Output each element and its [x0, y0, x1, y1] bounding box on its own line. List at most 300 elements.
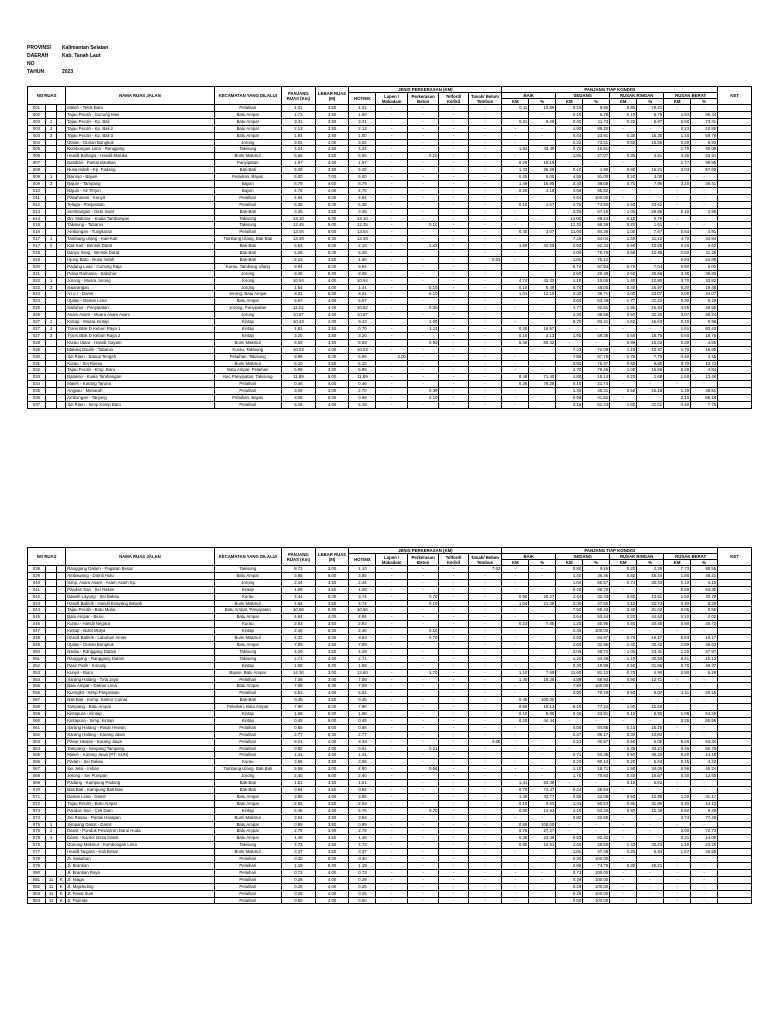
cell-code [57, 222, 66, 229]
cell-sedang-pct: 54.04 [583, 236, 610, 243]
header-kecamatan: KECAMATAN YANG DILALUI [214, 87, 281, 105]
cell-lapen: - [376, 284, 407, 291]
cell-hotmix: 10.87 [349, 312, 376, 319]
cell-kecamatan: Bati-Bati [214, 250, 281, 257]
cell-no: 053 [28, 669, 46, 676]
cell-rb-km: - [664, 890, 691, 897]
meta-label: NO [27, 61, 35, 67]
cell-sedang-pct: 68.93 [583, 676, 610, 683]
cell-lapen: 2.00 [376, 353, 407, 360]
table-row [28, 738, 752, 745]
cell-rb-km: 0.69 [664, 586, 691, 593]
cell-sedang-km: 2.25 [556, 208, 583, 215]
cell-no: 037 [28, 401, 46, 408]
cell-sedang-km: 0.26 [556, 883, 583, 890]
table-row [28, 332, 752, 339]
cell-sub: 2 [45, 180, 56, 187]
cell-telford: - [439, 849, 468, 856]
cell-telford: - [439, 669, 468, 676]
cell-beton: 0.10 [407, 153, 438, 160]
cell-code: K [57, 883, 66, 890]
cell-sedang-pct: - [583, 160, 610, 167]
cell-sedang-km: - [556, 326, 583, 333]
cell-sub: 1 [45, 236, 56, 243]
cell-lebar: 3.00 [315, 676, 349, 683]
cell-sedang-km: - [556, 717, 583, 724]
cell-rr-km: 0.50 [610, 738, 637, 745]
cell-lapen: - [376, 250, 407, 257]
cell-baik-pct: 27.27 [529, 828, 556, 835]
cell-rr-pct: 15.44 [637, 572, 664, 579]
cell-baik-km: - [502, 745, 529, 752]
cell-telford: - [439, 360, 468, 367]
cell-panjang: 4.94 [282, 614, 316, 621]
cell-baik-km: - [502, 724, 529, 731]
cell-beton: - [407, 759, 438, 766]
cell-baik-pct: - [529, 773, 556, 780]
cell-lebar: 4.00 [315, 319, 349, 326]
cell-rr-pct: 1.68 [637, 374, 664, 381]
table-row [28, 614, 752, 621]
header-tanah: Tanah/ Belum Tembus [468, 93, 502, 105]
cell-lebar: 5.00 [315, 628, 349, 635]
table-row [28, 683, 752, 690]
cell-sub: 1 [45, 821, 56, 828]
cell-rb-km: - [664, 862, 691, 869]
cell-beton: - [407, 229, 438, 236]
table-row [28, 690, 752, 697]
cell-sedang-pct: 50.35 [583, 752, 610, 759]
cell-kecamatan: Pelaihari [214, 890, 281, 897]
header-nama-ruas: NAMA RUAS JALAN [66, 548, 214, 566]
cell-sub [45, 139, 56, 146]
cell-sedang-pct: 59.38 [583, 332, 610, 339]
cell-tanah: - [468, 890, 502, 897]
cell-rr-pct: - [637, 883, 664, 890]
cell-ket [718, 360, 752, 367]
cell-nama-ruas: Tajau Pecah - Batu Ampar [66, 800, 214, 807]
cell-no: 035 [28, 388, 46, 395]
cell-baik-km: - [502, 132, 529, 139]
cell-ket [718, 312, 752, 319]
header-km: KM [664, 99, 691, 105]
cell-hotmix: 10.94 [349, 277, 376, 284]
cell-rr-km: 0.20 [610, 118, 637, 125]
table-row [28, 208, 752, 215]
cell-rr-km: - [610, 256, 637, 263]
cell-rb-km: 0.83 [664, 635, 691, 642]
cell-beton: - [407, 374, 438, 381]
cell-sedang-km: 6.10 [556, 704, 583, 711]
cell-lapen: - [376, 738, 407, 745]
cell-baik-km: 0.45 [502, 697, 529, 704]
cell-rb-pct: 5.03 [691, 263, 718, 270]
cell-no: 012 [28, 201, 46, 208]
cell-lebar: 3.00 [315, 828, 349, 835]
cell-ket [718, 105, 752, 112]
cell-telford: - [439, 367, 468, 374]
cell-code: K [57, 890, 66, 897]
cell-beton: - [407, 711, 438, 718]
cell-hotmix: 4.84 [349, 194, 376, 201]
cell-code [57, 319, 66, 326]
cell-sedang-pct: 22.60 [583, 814, 610, 821]
cell-no: 030 [28, 353, 46, 360]
cell-ket [718, 600, 752, 607]
cell-baik-pct: 3.53 [529, 800, 556, 807]
cell-tanah: - [468, 807, 502, 814]
cell-ket [718, 263, 752, 270]
cell-code [57, 752, 66, 759]
cell-rb-pct: 30.72 [691, 621, 718, 628]
cell-sedang-pct: 84.36 [583, 229, 610, 236]
cell-hotmix: 1.68 [349, 711, 376, 718]
cell-beton: - [407, 835, 438, 842]
cell-rr-km: 0.10 [610, 780, 637, 787]
cell-tanah: - [468, 759, 502, 766]
cell-ket [718, 167, 752, 174]
cell-rr-pct: 31.80 [637, 800, 664, 807]
cell-rr-pct: 31.22 [637, 298, 664, 305]
cell-nama-ruas: Pandan Sari - Sei Rakim [66, 586, 214, 593]
cell-rb-km: - [664, 787, 691, 794]
cell-sub [45, 250, 56, 257]
cell-baik-pct: - [529, 305, 556, 312]
cell-sub [45, 367, 56, 374]
table-header [28, 548, 752, 566]
cell-lapen: - [376, 752, 407, 759]
cell-baik-pct: - [529, 862, 556, 869]
table-row [28, 890, 752, 897]
cell-panjang: 13.04 [282, 229, 316, 236]
table-row [28, 256, 752, 263]
cell-baik-km: 0.36 [502, 381, 529, 388]
cell-telford: - [439, 388, 468, 395]
cell-no: 017 [28, 236, 46, 243]
cell-baik-km: - [502, 752, 529, 759]
cell-kecamatan: Bumi Makmur [214, 600, 281, 607]
cell-kecamatan: Pelaihari [214, 897, 281, 904]
cell-telford: - [439, 346, 468, 353]
cell-baik-pct: - [529, 752, 556, 759]
cell-no: 027 [28, 326, 46, 333]
cell-lapen: - [376, 669, 407, 676]
table-row [28, 641, 752, 648]
cell-code: K [57, 897, 66, 904]
cell-tanah: - [468, 897, 502, 904]
cell-hotmix: 5.76 [349, 807, 376, 814]
cell-rb-pct: - [691, 381, 718, 388]
cell-baik-pct: - [529, 586, 556, 593]
cell-telford: - [439, 174, 468, 181]
cell-kecamatan: Batu Ampar [214, 125, 281, 132]
cell-rr-km: 1.00 [610, 648, 637, 655]
table-row [28, 111, 752, 118]
cell-code [57, 628, 66, 635]
cell-sub [45, 298, 56, 305]
cell-beton: - [407, 876, 438, 883]
cell-sub [45, 842, 56, 849]
cell-code [57, 250, 66, 257]
cell-lapen: - [376, 146, 407, 153]
cell-sedang-km: 1.60 [556, 849, 583, 856]
cell-ket [718, 270, 752, 277]
cell-lebar: 7.00 [315, 174, 349, 181]
cell-sub [45, 586, 56, 593]
header-panjang-kondisi: PANJANG TIAP KONDISI [502, 548, 718, 554]
cell-tanah: - [468, 766, 502, 773]
table-row [28, 621, 752, 628]
cell-lapen: - [376, 724, 407, 731]
cell-rb-km: 1.77 [664, 160, 691, 167]
cell-baik-km: - [502, 153, 529, 160]
cell-beton: 0.70 [407, 807, 438, 814]
cell-telford: - [439, 800, 468, 807]
cell-panjang: 1.68 [282, 711, 316, 718]
cell-baik-km: 0.20 [502, 717, 529, 724]
table-row [28, 628, 752, 635]
cell-sedang-pct: 62.42 [583, 835, 610, 842]
cell-sedang-pct: 91.00 [583, 174, 610, 181]
cell-no: 041 [28, 586, 46, 593]
cell-tanah: - [468, 607, 502, 614]
cell-baik-km: - [502, 683, 529, 690]
cell-code [57, 332, 66, 339]
cell-rb-km: 3.03 [664, 167, 691, 174]
cell-kecamatan: Pelaihari [214, 856, 281, 863]
cell-nama-ruas: Sei Jelai - Imban [66, 766, 214, 773]
cell-kecamatan: Pelaihari [214, 869, 281, 876]
cell-beton: - [407, 655, 438, 662]
cell-no: 081 [28, 876, 46, 883]
cell-nama-ruas: Handil Babirik - Handil Birayang Bawah [66, 600, 214, 607]
cell-no: 036 [28, 395, 46, 402]
cell-ket [718, 807, 752, 814]
cell-rb-km: 1.50 [664, 593, 691, 600]
cell-no: 027 [28, 332, 46, 339]
cell-rr-pct: 5.87 [637, 118, 664, 125]
cell-sedang-km: 0.40 [556, 118, 583, 125]
cell-baik-km: 1.30 [502, 676, 529, 683]
cell-rb-km: 0.10 [664, 579, 691, 586]
cell-sedang-km: 11.60 [556, 669, 583, 676]
cell-rb-pct: 40.55 [691, 305, 718, 312]
cell-code [57, 697, 66, 704]
cell-panjang: 1.84 [282, 132, 316, 139]
cell-sub [45, 717, 56, 724]
header-ket: KET [718, 87, 752, 105]
cell-panjang: 3.02 [282, 139, 316, 146]
cell-kecamatan: Bati-Bati [214, 256, 281, 263]
cell-sedang-pct: - [583, 697, 610, 704]
cell-hotmix: 2.83 [349, 800, 376, 807]
cell-rr-km: 0.90 [610, 676, 637, 683]
cell-no: 028 [28, 339, 46, 346]
cell-tanah: - [468, 648, 502, 655]
cell-baik-km: 0.10 [502, 332, 529, 339]
cell-tanah: - [468, 876, 502, 883]
cell-sub [45, 759, 56, 766]
document-meta [27, 44, 108, 76]
cell-panjang: 0.45 [282, 697, 316, 704]
cell-sedang-pct: 39.71 [583, 291, 610, 298]
cell-rb-pct: 24.88 [691, 256, 718, 263]
cell-rb-pct: 2.02 [691, 614, 718, 621]
header-pct: % [637, 560, 664, 566]
cell-panjang: 5.58 [282, 766, 316, 773]
cell-sub [45, 711, 56, 718]
cell-rr-km: 3.50 [610, 312, 637, 319]
cell-sedang-km: 0.71 [556, 752, 583, 759]
cell-code [57, 105, 66, 112]
cell-beton: - [407, 780, 438, 787]
cell-kecamatan: Batu Ampar [214, 828, 281, 835]
cell-ket [718, 669, 752, 676]
cell-baik-pct: - [529, 869, 556, 876]
cell-no: 007 [28, 160, 46, 167]
header-km: KM [610, 560, 637, 566]
cell-baik-pct: - [529, 849, 556, 856]
cell-telford: - [439, 579, 468, 586]
cell-telford: - [439, 208, 468, 215]
cell-baik-pct: 7.69 [529, 669, 556, 676]
cell-lapen: - [376, 160, 407, 167]
cell-beton: - [407, 174, 438, 181]
cell-rb-km: - [664, 731, 691, 738]
cell-lebar: 3.50 [315, 842, 349, 849]
cell-sub [45, 146, 56, 153]
cell-rb-km: - [664, 724, 691, 731]
cell-baik-pct: 93.38 [529, 780, 556, 787]
cell-lapen: - [376, 814, 407, 821]
cell-sedang-km: 3.60 [556, 298, 583, 305]
table-row [28, 132, 752, 139]
cell-baik-km: - [502, 614, 529, 621]
cell-ket [718, 787, 752, 794]
cell-beton: 0.68 [407, 766, 438, 773]
cell-tanah: - [468, 614, 502, 621]
cell-sub [45, 704, 56, 711]
cell-baik-km: 1.33 [502, 167, 529, 174]
cell-rb-pct: - [691, 194, 718, 201]
cell-sedang-pct: 100.00 [583, 897, 610, 904]
cell-lebar: 3.50 [315, 105, 349, 112]
cell-rb-pct: 19.48 [691, 284, 718, 291]
cell-rb-km: 1.19 [664, 388, 691, 395]
cell-code [57, 869, 66, 876]
cell-code [57, 621, 66, 628]
cell-lapen: - [376, 690, 407, 697]
cell-no: 075 [28, 821, 46, 828]
cell-rr-km: - [610, 125, 637, 132]
cell-sub [45, 676, 56, 683]
cell-lapen: - [376, 326, 407, 333]
cell-nama-ruas: Banyu Irang - Bentok Darat [66, 250, 214, 257]
cell-telford: - [439, 277, 468, 284]
cell-baik-km: - [502, 236, 529, 243]
cell-lebar: 4.00 [315, 690, 349, 697]
cell-ket [718, 153, 752, 160]
cell-kecamatan: Kintap [214, 628, 281, 635]
cell-rr-pct: 25.97 [637, 284, 664, 291]
cell-sedang-km: 2.22 [556, 139, 583, 146]
cell-kecamatan: Takisung [214, 648, 281, 655]
cell-hotmix: 3.85 [349, 572, 376, 579]
cell-sedang-km: - [556, 160, 583, 167]
cell-ket [718, 897, 752, 904]
cell-lapen: - [376, 229, 407, 236]
cell-sedang-km: 2.09 [556, 648, 583, 655]
cell-rb-km: 0.90 [664, 669, 691, 676]
cell-lapen: - [376, 132, 407, 139]
cell-code [57, 814, 66, 821]
table-row [28, 360, 752, 367]
cell-nama-ruas: Asam Asam - Muara Asam Asam [66, 312, 214, 319]
cell-sedang-km: 4.10 [556, 807, 583, 814]
cell-rb-km: - [664, 683, 691, 690]
table-row [28, 869, 752, 876]
cell-lebar: 4.00 [315, 187, 349, 194]
cell-rb-pct: - [691, 731, 718, 738]
cell-sub [45, 600, 56, 607]
cell-beton: 3.43 [407, 243, 438, 250]
cell-lapen: - [376, 215, 407, 222]
cell-lebar: 4.00 [315, 876, 349, 883]
cell-no: 017 [28, 243, 46, 250]
cell-tanah: - [468, 125, 502, 132]
cell-lapen: - [376, 125, 407, 132]
cell-baik-km: - [502, 897, 529, 904]
cell-panjang: 8.21 [282, 738, 316, 745]
cell-no: 049 [28, 641, 46, 648]
cell-hotmix: 6.35 [349, 201, 376, 208]
cell-kecamatan: Pelaihari [214, 388, 281, 395]
table-row [28, 174, 752, 181]
cell-lebar: 4.00 [315, 897, 349, 904]
table-row [28, 401, 752, 408]
cell-hotmix: 7.08 [349, 676, 376, 683]
cell-panjang: 5.51 [282, 690, 316, 697]
cell-code [57, 600, 66, 607]
cell-sedang-pct: 19.71 [583, 766, 610, 773]
cell-ket [718, 704, 752, 711]
cell-baik-pct: 10.89 [529, 105, 556, 112]
cell-rr-km: 2.20 [610, 614, 637, 621]
cell-sedang-km: - [556, 339, 583, 346]
header-km: KM [502, 99, 529, 105]
cell-sedang-km: 7.29 [556, 236, 583, 243]
cell-panjang: 2.46 [282, 628, 316, 635]
cell-baik-km: 0.10 [502, 711, 529, 718]
cell-panjang: 10.94 [282, 277, 316, 284]
cell-code [57, 326, 66, 333]
cell-tanah: - [468, 291, 502, 298]
cell-nama-ruas: Bati Bati - Komp. Kantor Camat [66, 697, 214, 704]
cell-lapen: - [376, 566, 407, 573]
cell-rb-km: 0.10 [664, 208, 691, 215]
table-row [28, 793, 752, 800]
cell-hotmix: 3.37 [349, 849, 376, 856]
cell-sub [45, 381, 56, 388]
cell-baik-km: 0.35 [502, 835, 529, 842]
cell-rr-pct: 2.29 [637, 566, 664, 573]
cell-lebar: 3.50 [315, 780, 349, 787]
cell-code [57, 862, 66, 869]
cell-sedang-km: 3.20 [556, 759, 583, 766]
cell-lapen: - [376, 828, 407, 835]
cell-kecamatan: Tambang Ulang, Bati-Bati [214, 236, 281, 243]
cell-hotmix: 4.78 [349, 187, 376, 194]
